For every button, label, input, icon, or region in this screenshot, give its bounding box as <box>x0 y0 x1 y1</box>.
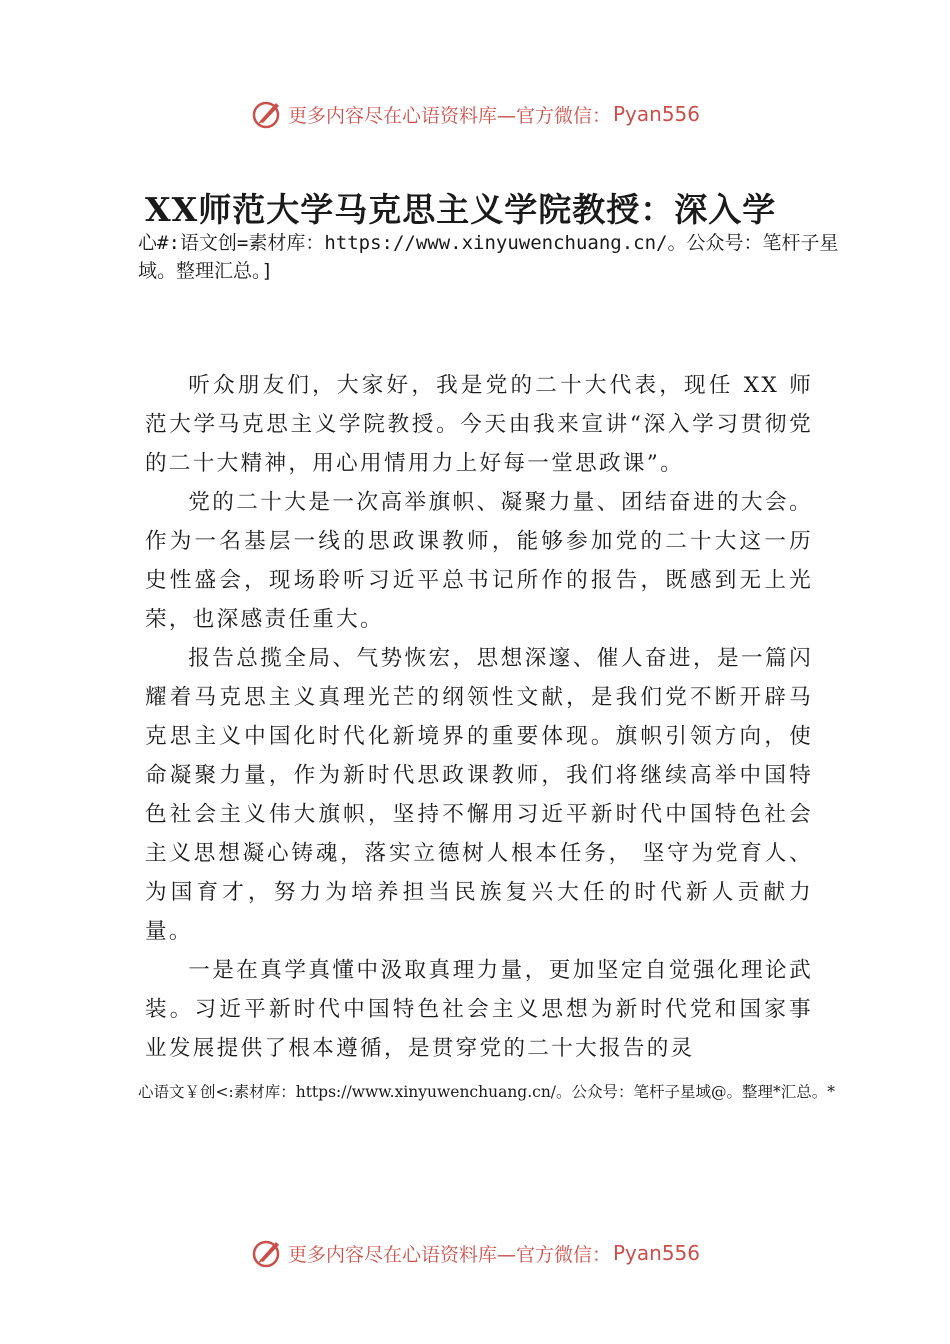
title-watermark-note: 心#:语文创=素材库：https://www.xinyuwenchuang.cn/。公众号：笔杆子星域。整理汇总。] <box>138 232 839 282</box>
paragraph: 党的二十大是一次高举旗帜、凝聚力量、团结奋进的大会。作为一名基层一线的思政课教师，能够参加党的二十大这一历史性盛会，现场聆听习近平总书记所作的报告，既感到无上光荣，也深感责任重大。 <box>145 490 813 632</box>
header-banner <box>0 94 950 134</box>
banner-handle: Pyan556 <box>613 102 701 126</box>
banner-text: 更多内容尽在心语资料库—官方微信： <box>287 104 611 127</box>
banner-handle: Pyan556 <box>613 1241 701 1265</box>
paragraph: 报告总揽全局、气势恢宏，思想深邃、催人奋进，是一篇闪耀着马克思主义真理光芒的纲领性文献，是我们党不断开辟马克思主义中国化时代化新境界的重要体现。旗帜引领方向，使命凝聚力量，作为新时代思政课教师，我们将继续高举中国特色社会主义伟大旗帜，坚持不懈用习近平新时代中国特色社会主义思想凝心铸魂，落实立德树人根本任务， 坚守为党育人、为国育才，努力为培养担当民族复兴大任的时代新人贡献力量。 <box>145 646 813 944</box>
quill-logo-icon <box>250 1236 284 1270</box>
banner-text: 更多内容尽在心语资料库—官方微信： <box>287 1243 611 1266</box>
document-title: XX师范大学马克思主义学院教授：深入学 <box>145 190 777 229</box>
footer-watermark-note: 心语文￥创<:素材库：https://www.xinyuwenchuang.cn/。公众号：笔杆子星域@。整理*汇总。* <box>138 1083 836 1101</box>
paragraph: 听众朋友们，大家好，我是党的二十大代表，现任 XX 师范大学马克思主义学院教授。今天由我来宣讲“深入学习贯彻党的二十大精神，用心用情用力上好每一堂思政课”。 <box>145 373 813 476</box>
quill-logo-icon <box>250 97 284 131</box>
document-body <box>145 366 813 1068</box>
paragraph: 一是在真学真懂中汲取真理力量，更加坚定自觉强化理论武装。习近平新时代中国特色社会主义思想为新时代党和国家事业发展提供了根本遵循，是贯穿党的二十大报告的灵 <box>145 958 813 1061</box>
footer-banner <box>0 1233 950 1273</box>
